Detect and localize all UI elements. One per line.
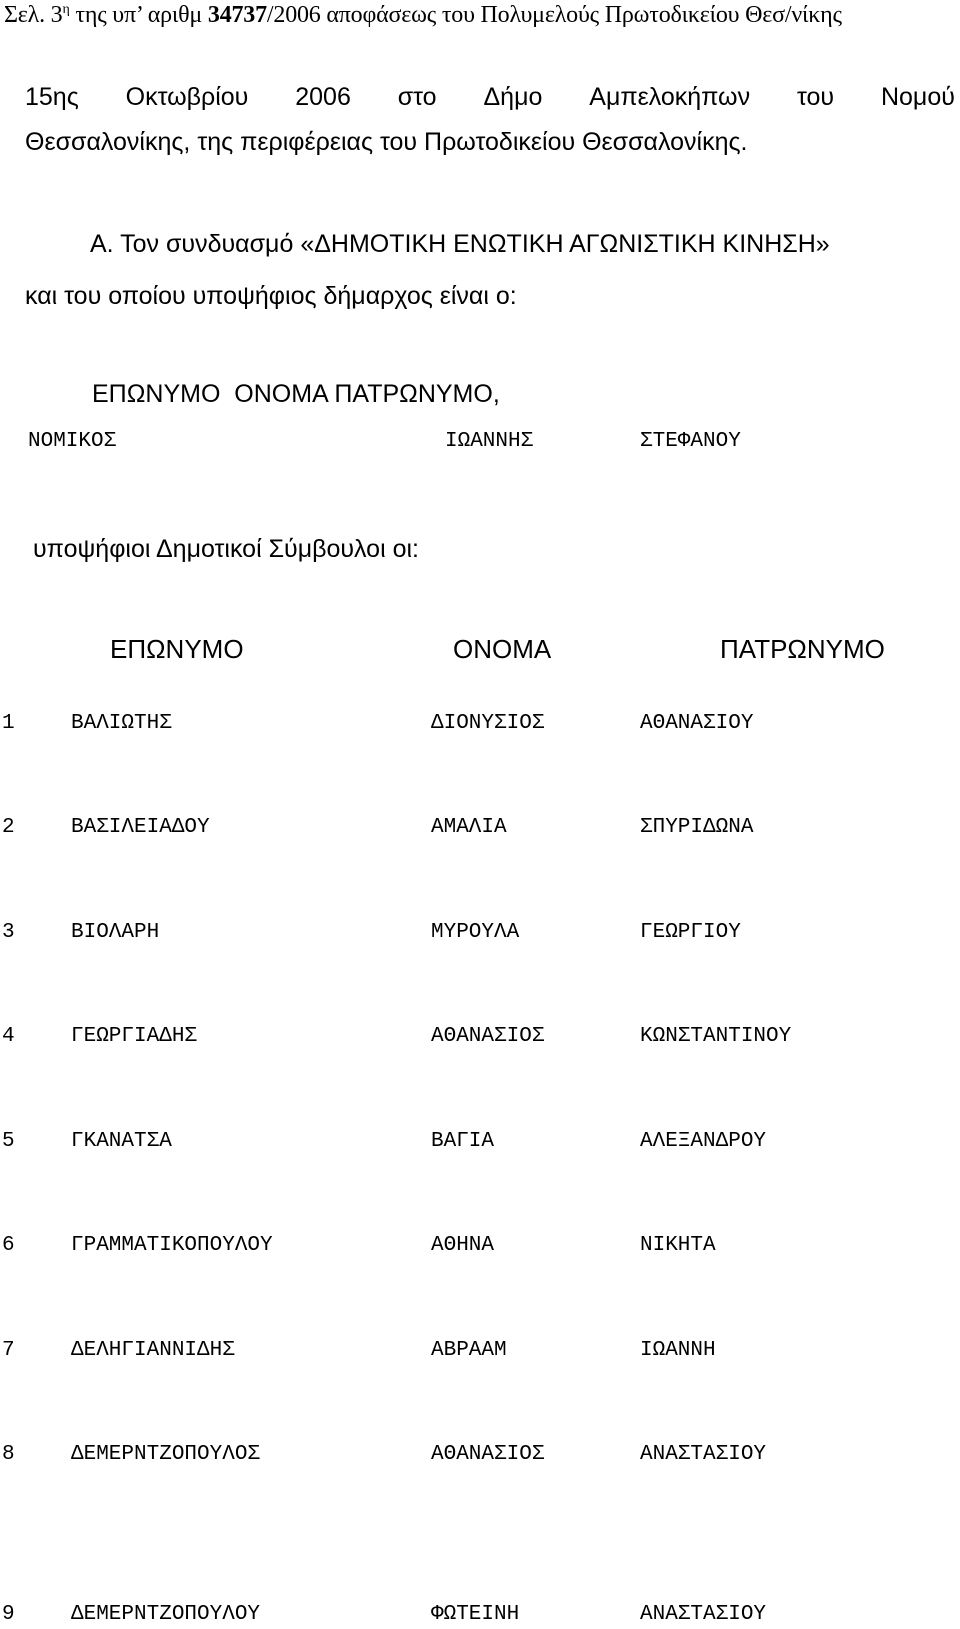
row-number: 3 [2,921,15,944]
row-name: ΑΘΑΝΑΣΙΟΣ [431,1443,545,1466]
row-name: ΑΜΑΛΙΑ [431,816,507,839]
row-father-name: ΑΝΑΣΤΑΣΙΟΥ [640,1603,767,1626]
row-father-name: ΙΩΑΝΝΗ [640,1339,716,1362]
section-a-title: Α. Τον συνδυασμό «ΔΗΜΟΤΙΚΗ ΕΝΩΤΙΚΗ ΑΓΩΝΙΣΤΙΚΗ ΚΙΝΗΣΗ» [90,230,830,258]
row-father-name: ΑΛΕΞΑΝΔΡΟΥ [640,1130,767,1153]
row-surname: ΔΕΜΕΡΝΤΖΟΠΟΥΛΟΥ [71,1603,261,1626]
mayor-name: ΙΩΑΝΝΗΣ [445,430,534,453]
column-header-name: ΟΝΟΜΑ [453,634,552,664]
row-number: 2 [2,816,15,839]
row-father-name: ΑΘΑΝΑΣΙΟΥ [640,712,754,735]
row-number: 7 [2,1339,15,1362]
row-father-name: ΚΩΝΣΤΑΝΤΙΝΟΥ [640,1025,792,1048]
row-father-name: ΑΝΑΣΤΑΣΙΟΥ [640,1443,767,1466]
row-father-name: ΓΕΩΡΓΙΟΥ [640,921,741,944]
row-name: ΑΒΡΑΑΜ [431,1339,507,1362]
row-name: ΒΑΓΙΑ [431,1130,495,1153]
decision-number: 34737 [207,2,267,28]
row-number: 5 [2,1130,15,1153]
row-number: 1 [2,712,15,735]
row-name: ΑΘΗΝΑ [431,1234,495,1257]
row-number: 9 [2,1603,15,1626]
mayor-heading: ΕΠΩΝΥΜΟ ΟΝΟΜΑ ΠΑΤΡΩΝΥΜΟ, [92,380,500,408]
row-father-name: ΣΠΥΡΙΔΩΝΑ [640,816,754,839]
row-father-name: ΝΙΚΗΤΑ [640,1234,716,1257]
row-surname: ΒΑΣΙΛΕΙΑΔΟΥ [71,816,210,839]
intro-word: στο [397,83,437,111]
page-header [4,2,842,29]
section-a-line-1 [25,230,955,259]
row-surname: ΒΙΟΛΑΡΗ [71,921,160,944]
header-superscript: η [62,2,70,17]
row-number: 8 [2,1443,15,1466]
intro-word: του [796,83,835,111]
intro-word: Νομού [880,83,955,111]
row-surname: ΒΑΛΙΩΤΗΣ [71,712,172,735]
intro-word: 15ης [25,83,79,111]
row-name: ΜΥΡΟΥΛΑ [431,921,520,944]
mayor-surname: ΝΟΜΙΚΟΣ [28,430,117,453]
intro-line-2: Θεσσαλονίκης, της περιφέρειας του Πρωτοδικείου Θεσσαλονίκης. [25,128,748,156]
row-surname: ΓΡΑΜΜΑΤΙΚΟΠΟΥΛΟΥ [71,1234,273,1257]
column-header-father-name: ΠΑΤΡΩΝΥΜΟ [720,634,885,664]
councillors-title: υποψήφιοι Δημοτικοί Σύμβουλοι οι: [33,535,419,563]
mayor-father-name: ΣΤΕΦΑΝΟΥ [640,430,741,453]
intro-line-1 [25,83,955,112]
row-name: ΑΘΑΝΑΣΙΟΣ [431,1025,545,1048]
intro-word: Αμπελοκήπων [589,83,751,111]
row-surname: ΓΕΩΡΓΙΑΔΗΣ [71,1025,198,1048]
intro-word: 2006 [295,83,351,111]
row-number: 6 [2,1234,15,1257]
intro-word: Δήμο [483,83,543,111]
row-surname: ΔΕΛΗΓΙΑΝΝΙΔΗΣ [71,1339,235,1362]
section-a-line-2: και του οποίου υποψήφιος δήμαρχος είναι ο: [25,282,517,310]
row-surname: ΔΕΜΕΡΝΤΖΟΠΟΥΛΟΣ [71,1443,261,1466]
header-prefix: Σελ. 3 [4,2,63,28]
header-mid: της υπ’ αριθμ [69,2,208,28]
row-name: ΦΩΤΕΙΝΗ [431,1603,520,1626]
row-number: 4 [2,1025,15,1048]
header-suffix: /2006 αποφάσεως του Πολυμελούς Πρωτοδικείου Θεσ/νίκης [266,2,842,28]
row-surname: ΓΚΑΝΑΤΣΑ [71,1130,172,1153]
intro-word: Οκτωβρίου [125,83,249,111]
column-header-surname: ΕΠΩΝΥΜΟ [110,634,244,664]
row-name: ΔΙΟΝΥΣΙΟΣ [431,712,545,735]
